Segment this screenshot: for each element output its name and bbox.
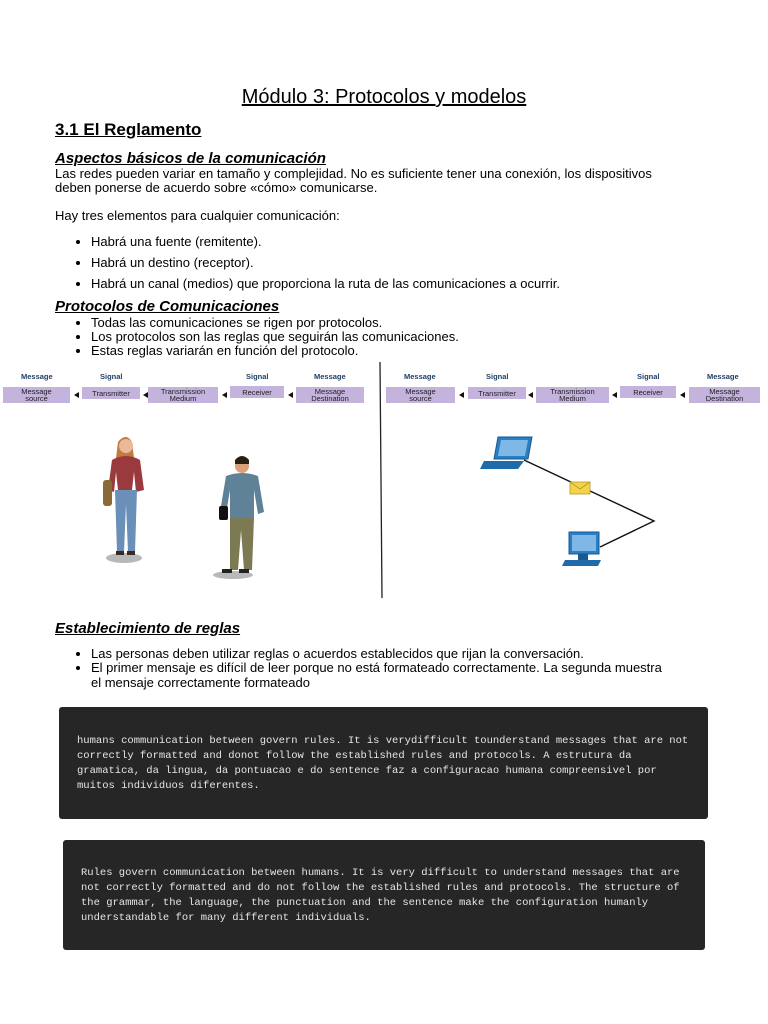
woman-icon [103,437,144,563]
flow-right [386,372,760,403]
list-item-continuation: el mensaje correctamente formateado [91,675,310,690]
subsection-heading-rules: Establecimiento de reglas [55,620,241,637]
label-signal: Signal [100,372,123,381]
svg-text:Destination: Destination [311,394,349,403]
list-item: • Habrá una fuente (remitente). [91,235,560,249]
desktop-computer-icon [562,532,601,566]
man-icon [213,456,264,579]
rules-list [55,647,662,675]
svg-text:source: source [25,394,48,403]
paragraph: Hay tres elementos para cualquier comunicación: [55,208,340,223]
formatted-message-block: Rules govern communication between humans. It is very difficult to understand messages that are not correctly formatted and do not follow the established rules and protocols. The structure of the grammar, the language, the punctuation and the sentence make the configuration humanly understandable for many different individuals. [63,840,705,950]
label-message: Message [707,372,739,381]
svg-text:Receiver: Receiver [242,388,272,397]
laptop-icon [480,437,532,469]
page-title: Módulo 3: Protocolos y modelos [241,86,527,108]
svg-text:Medium: Medium [169,394,197,403]
label-signal: Signal [246,372,269,381]
elements-list [55,235,560,291]
list-item: • Las personas deben utilizar reglas o acuerdos establecidos que rijan la conversación. [91,647,662,661]
list-item: • Todas las comunicaciones se rigen por protocolos. [91,316,459,330]
subsection-heading-basics: Aspectos básicos de la comunicación [55,150,326,167]
svg-text:Medium: Medium [559,394,586,403]
malformed-message-block: humans communication between govern rules. It is verydifficult tounderstand messages that are not correctly formatted and donot follow the established rules and protocols. A estrutura da gramatica, da lingua, da pontuacao e do sentence faz a configuracao humana compreensivel por muitos individuos diferentes. [59,707,708,819]
svg-text:Receiver: Receiver [633,388,663,397]
svg-text:Transmitter: Transmitter [92,389,130,398]
svg-text:Transmitter: Transmitter [478,389,516,398]
svg-text:source: source [409,394,432,403]
label-message: Message [21,372,53,381]
svg-text:Transmission: Transmission [550,387,595,396]
list-item: • Habrá un canal (medios) que proporciona la ruta de las comunicaciones a ocurrir. [91,277,560,291]
svg-text:Destination: Destination [705,394,744,403]
list-item: • El primer mensaje es difícil de leer porque no está formateado correctamente. La segunda muestra [91,661,662,675]
label-message: Message [404,372,436,381]
diagram-divider [380,362,382,598]
svg-text:Message: Message [21,387,52,396]
envelope-icon [570,482,590,494]
svg-text:Message: Message [314,387,346,396]
label-message: Message [314,372,346,381]
subsection-heading-protocols: Protocolos de Comunicaciones [55,298,280,315]
section-heading: 3.1 El Reglamento [55,120,202,139]
list-item: • Habrá un destino (receptor). [91,256,560,270]
paragraph-line: Las redes pueden variar en tamaño y complejidad. No es suficiente tener una conexión, los dispositivos [55,166,652,181]
svg-text:Message: Message [709,387,740,396]
paragraph-line: deben ponerse de acuerdo sobre «cómo» comunicarse. [55,180,378,195]
svg-text:Transmission: Transmission [160,387,206,396]
communication-diagram [0,360,768,600]
list-item: • Los protocolos son las reglas que seguirán las comunicaciones. [91,330,459,344]
protocols-list [55,316,459,358]
label-signal: Signal [637,372,660,381]
flow-left [3,372,364,403]
label-signal: Signal [486,372,509,381]
list-item: • Estas reglas variarán en función del protocolo. [91,344,459,358]
svg-text:Message: Message [405,387,436,396]
